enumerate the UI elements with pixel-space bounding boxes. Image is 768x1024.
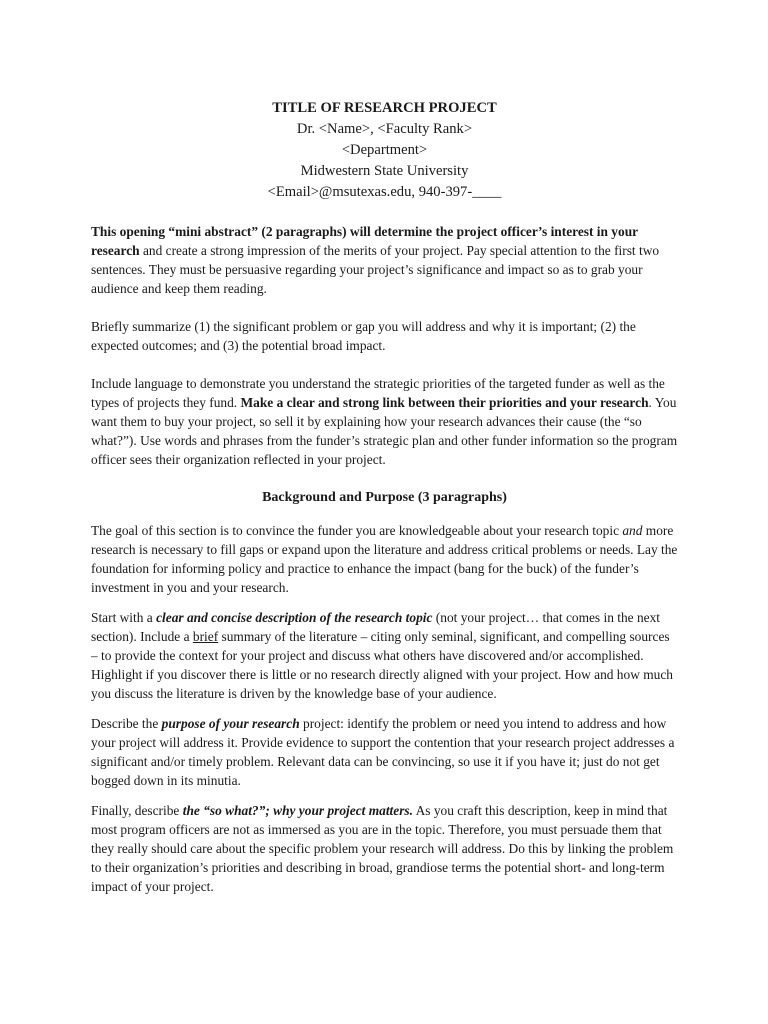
abstract-paragraph-3 xyxy=(91,374,678,469)
bg-p3-start: Describe the xyxy=(91,716,162,731)
bg-p2-mid: (not your project… that comes in the next section). Include a xyxy=(91,610,661,644)
bg-p1-start: The goal of this section is to convince the funder you are knowledgeable about your research topic xyxy=(91,523,623,538)
contact-line: <Email>@msutexas.edu, 940-397-____ xyxy=(267,184,502,200)
bg-p3-bold-italic: purpose of your research xyxy=(161,716,300,731)
title-block xyxy=(91,98,678,203)
abstract-paragraph-2: Briefly summarize (1) the significant problem or gap you will address and why it is important; (2) the expected outcomes; and (3) the potential broad impact. xyxy=(91,319,636,353)
abstract-lead-bold: This opening “mini abstract” (2 paragraphs) will determine the project officer’s interest in your research xyxy=(91,224,638,258)
bg-p3-rest: project: identify the problem or need you intend to address and how your project will address it. Provide evidence to support the contention that your research project addresses a significant and/or timely problem. Relevant data can be convincing, so use it if you have it; just do not get bogged down in its minutia. xyxy=(91,716,675,788)
bg-p2-underline: brief xyxy=(192,629,219,644)
abstract-p1-text: and create a strong impression of the merits of your project. Pay special attention to the first two sentences. They must be persuasive regarding your project’s significance and impact so as to grab your audience and keep them reading. xyxy=(91,243,660,296)
abstract-p3-rest: . You want them to buy your project, so sell it by explaining how your research advances their cause (the “so what?”). Use words and phrases from the funder’s strategic plan and other funder information so the program officer sees their organization reflected in your project. xyxy=(91,395,678,467)
university-line: Midwestern State University xyxy=(300,163,469,179)
background-paragraph-3 xyxy=(91,714,678,790)
background-paragraph-4 xyxy=(91,801,678,896)
department-line: <Department> xyxy=(341,142,428,158)
section-heading-background: Background and Purpose (3 paragraphs) xyxy=(262,490,507,505)
background-paragraph-1 xyxy=(91,521,678,597)
abstract-p3-bold: Make a clear and strong link between their priorities and your research xyxy=(240,395,649,410)
background-paragraph-2 xyxy=(91,608,678,703)
bg-p1-italic: and xyxy=(622,523,643,538)
bg-p1-rest: more research is necessary to fill gaps or expand upon the literature and address critical problems or needs. Lay the foundation for informing policy and practice to enhance the impact (bang for the buck) of the funder’s investment in you and your research. xyxy=(91,523,678,595)
bg-p4-bold-italic: the “so what?”; why your project matters. xyxy=(182,803,413,818)
abstract-paragraph-1 xyxy=(91,222,678,298)
bg-p2-bold-italic: clear and concise description of the research topic xyxy=(156,610,433,625)
bg-p4-rest: As you craft this description, keep in mind that most program officers are not as immersed as you are in the topic. Therefore, you must persuade them that they really should care about the specific problem your research will address. Do this by linking the problem to their organization’s priorities and describing in broad, grandiose terms the potential short- and long-term impact of your project. xyxy=(91,803,674,894)
abstract-p3-start: Include language to demonstrate you understand the strategic priorities of the targeted funder as well as the types of projects they fund. xyxy=(91,376,665,410)
bg-p2-rest: summary of the literature – citing only seminal, significant, and compelling sources – to provide the context for your project and discuss what others have discovered and/or accomplished. Highlight if you discover there is little or no research directly aligned with your project. How and how much you discuss the literature is driven by the knowledge base of your audience. xyxy=(91,629,673,701)
bg-p4-start: Finally, describe xyxy=(91,803,183,818)
bg-p2-start: Start with a xyxy=(91,610,157,625)
document-title: TITLE OF RESEARCH PROJECT xyxy=(272,100,497,116)
author-line: Dr. <Name>, <Faculty Rank> xyxy=(296,121,473,137)
